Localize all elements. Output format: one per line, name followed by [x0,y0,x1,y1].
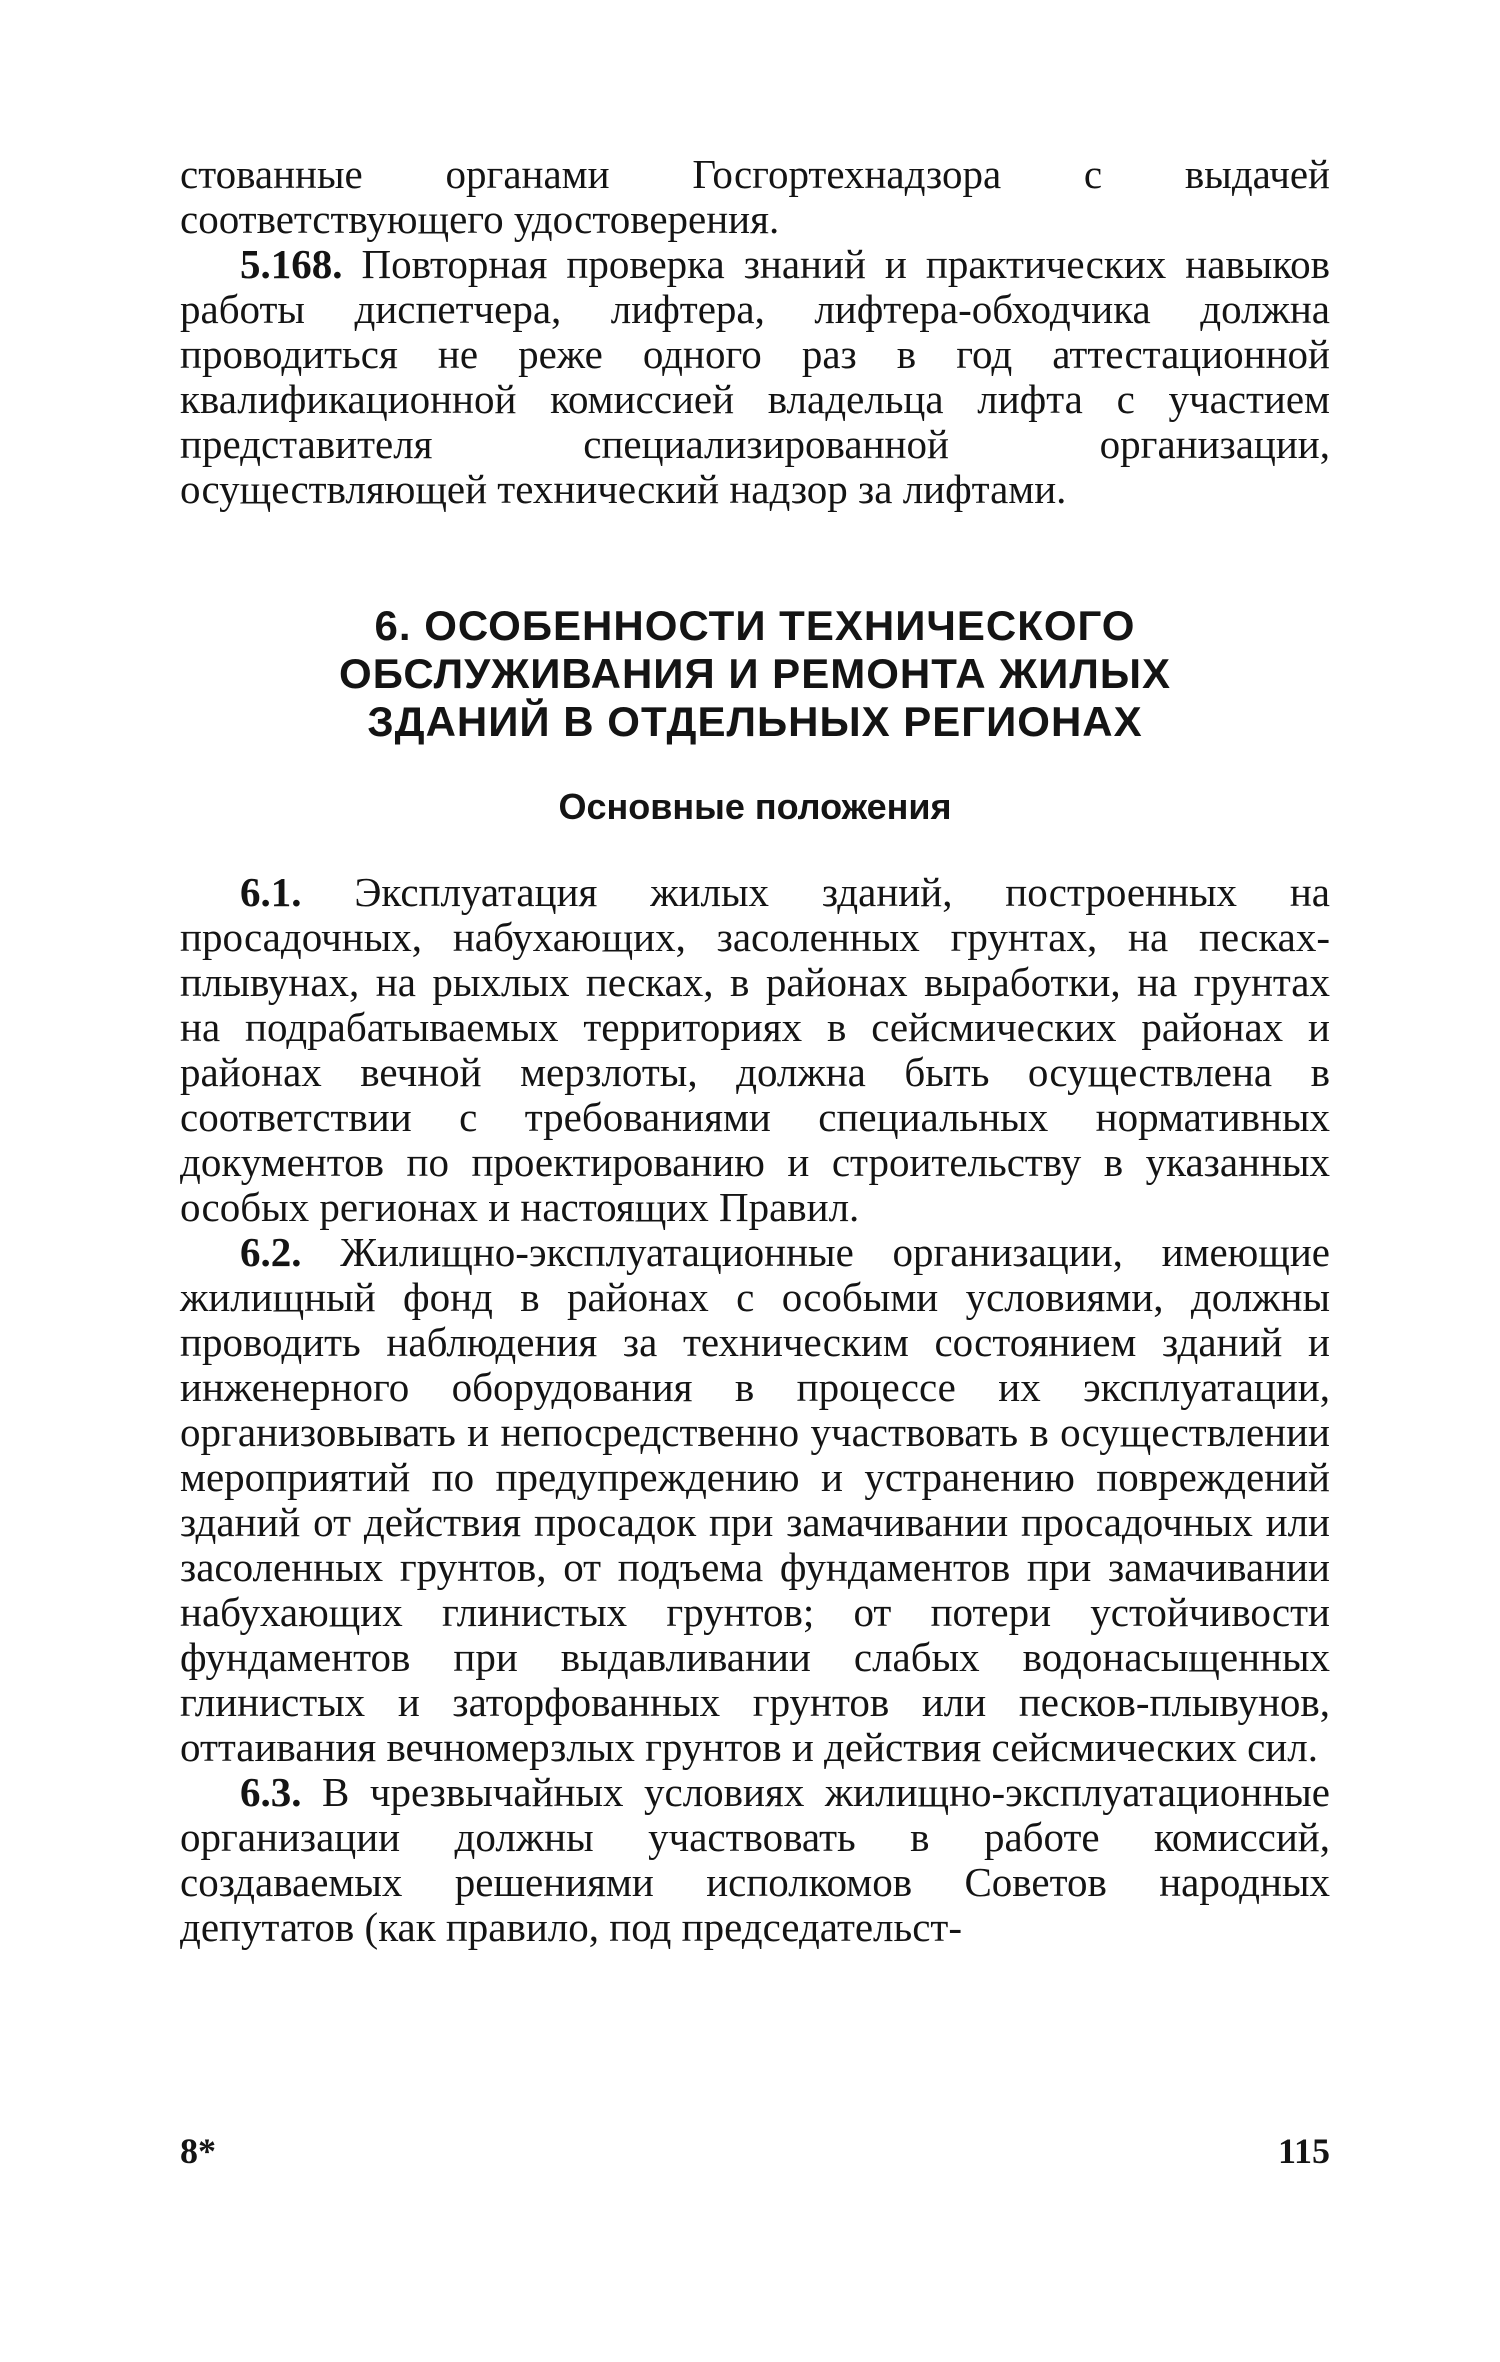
paragraph-continuation [180,152,1330,242]
section-title-line: ОБСЛУЖИВАНИЯ И РЕМОНТА ЖИЛЫХ [339,650,1171,697]
section-title-line: 6. ОСОБЕННОСТИ ТЕХНИЧЕСКОГО [374,602,1136,649]
paragraph-number: 5.168. [240,241,343,287]
section-subtitle: Основные положения [558,786,952,827]
paragraph-text: Эксплуатация жилых зданий, построенных на просадочных, набухающих, засоленных грунтах, на песках-плывунах, на рыхлых песках, в районах выработки, на грунтах на подрабатываемых территориях в сейсмических районах и районах вечной мерзлоты, должна быть осуществлена в соответствии с требованиями специальных нормативных документов по проектированию и строительству в указанных особых регионах и настоящих Правил. [180,869,1330,1230]
paragraph-text: Повторная проверка знаний и практических навыков работы диспетчера, лифтера, лифтера-обходчика должна проводиться не реже одного раз в год аттестационной квалификационной комиссией владельца лифта с участием представителя специализированной организации, осуществляющей технический надзор за лифтами. [180,241,1330,512]
paragraph-number: 6.2. [240,1229,302,1275]
paragraph-5-168 [180,242,1330,512]
section-title [180,602,1330,746]
document-page [180,152,1330,1950]
signature-mark: 8* [180,2131,216,2171]
paragraph-text: стованные органами Госгортехнадзора с выдачей соответствующего удостоверения. [180,151,1330,242]
section-title-line: ЗДАНИЙ В ОТДЕЛЬНЫХ РЕГИОНАХ [367,698,1143,745]
paragraph-number: 6.1. [240,869,302,915]
paragraph-6-1 [180,870,1330,1230]
paragraph-text: Жилищно-эксплуатационные организации, имеющие жилищный фонд в районах с особыми условиями, должны проводить наблюдения за техническим состоянием зданий и инженерного оборудования в процессе их эксплуатации, организовывать и непосредственно участвовать в осуществлении мероприятий по предупреждению и устранению повреждений зданий от действия просадок при замачивании просадочных или засоленных грунтов, от подъема фундаментов при замачивании набухающих глинистых грунтов; от потери устойчивости фундаментов при выдавливании слабых водонасыщенных глинистых и заторфованных грунтов или песков-плывунов, оттаивания вечномерзлых грунтов и действия сейсмических сил. [180,1229,1330,1770]
paragraph-6-3 [180,1770,1330,1950]
page-number: 115 [1277,2131,1330,2171]
paragraph-6-2 [180,1230,1330,1770]
paragraph-text: В чрезвычайных условиях жилищно-эксплуатационные организации должны участвовать в работе комиссий, создаваемых решениями исполкомов Советов народных депутатов (как правило, под председательст- [180,1769,1330,1950]
paragraph-number: 6.3. [240,1769,302,1815]
